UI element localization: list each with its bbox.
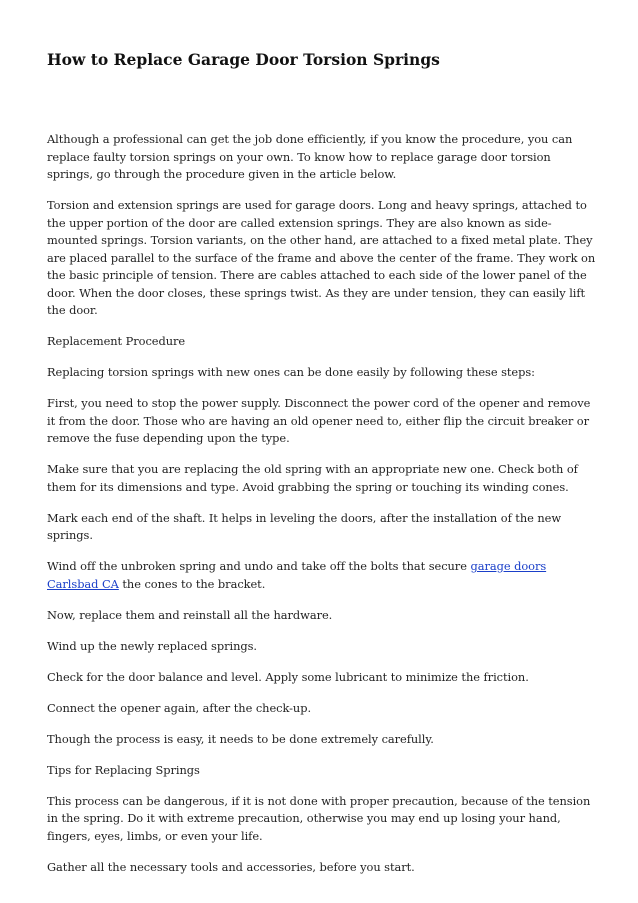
page-title: How to Replace Garage Door Torsion Springs <box>47 50 440 69</box>
steps-intro-paragraph: Replacing torsion springs with new ones can be done easily by following these steps: <box>47 365 535 379</box>
step-balance-paragraph: Check for the door balance and level. Apply some lubricant to minimize the friction. <box>47 669 529 684</box>
article-body <box>47 131 597 890</box>
step-connect-paragraph: Connect the opener again, after the check-up. <box>47 700 312 715</box>
step-wind-off-text-start: Wind off the unbroken spring and undo and take off the bolts that secure <box>47 559 471 573</box>
step-wind-off-text-end: the cones to the bracket. <box>118 576 266 591</box>
step-reinstall-paragraph: Now, replace them and reinstall all the hardware. <box>47 607 333 622</box>
step-check-spring-paragraph: Make sure that you are replacing the old spring with an appropriate new one. Check both of them for its dimensions and type. Avoid grabbing the spring or touching its winding cones. <box>47 462 578 494</box>
tips-heading: Tips for Replacing Springs <box>47 762 200 777</box>
careful-note-paragraph: Though the process is easy, it needs to be done extremely carefully. <box>47 731 434 746</box>
garage-doors-link[interactable]: garage doors Carlsbad CA <box>47 559 547 591</box>
step-wind-off-paragraph <box>47 558 597 593</box>
replacement-procedure-heading: Replacement Procedure <box>47 334 186 348</box>
step-mark-shaft-paragraph: Mark each end of the shaft. It helps in leveling the doors, after the installation of the new springs. <box>47 510 562 542</box>
step-power-paragraph: First, you need to stop the power supply. Disconnect the power cord of the opener and remove it from the door. Those who are having an old opener need to, either flip the circuit breaker or remove the fuse depending upon the type. <box>47 396 591 445</box>
springs-overview-paragraph: Torsion and extension springs are used for garage doors. Long and heavy springs, attached to the upper portion of the door are called extension springs. They are also known as side-mounted springs. Torsion variants, on the other hand, are attached to a fixed metal plate. They are placed parallel to the surface of the frame and above the center of the frame. They work on the basic principle of tension. There are cables attached to each side of the lower panel of the door. When the door closes, these springs twist. As they are under tension, they can easily lift the door. <box>47 198 596 317</box>
intro-paragraph: Although a professional can get the job done efficiently, if you know the procedure, you can replace faulty torsion springs on your own. To know how to replace garage door torsion springs, go through the procedure given in the article below. <box>47 132 573 181</box>
step-wind-up-paragraph: Wind up the newly replaced springs. <box>47 638 257 653</box>
danger-tip-paragraph: This process can be dangerous, if it is not done with proper precaution, because of the tension in the spring. Do it with extreme precaution, otherwise you may end up losing your hand, fingers, eyes, limbs, or even your life. <box>47 793 591 843</box>
tools-tip-paragraph: Gather all the necessary tools and accessories, before you start. <box>47 859 415 874</box>
